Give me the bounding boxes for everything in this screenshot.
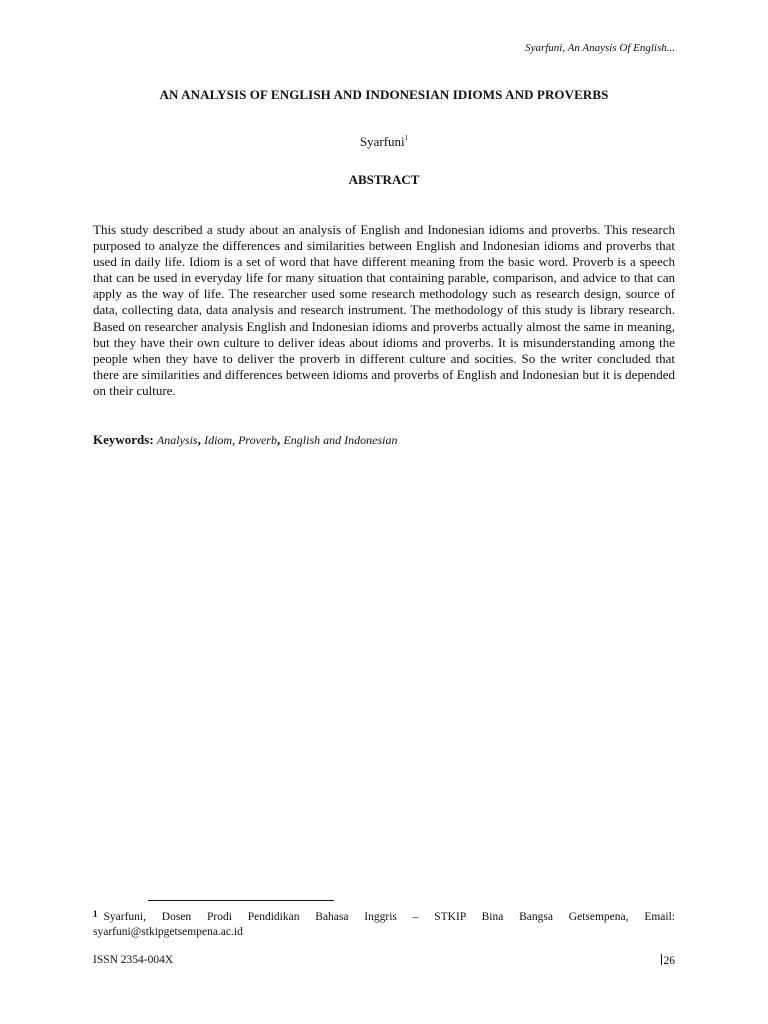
abstract-body: This study described a study about an analysis of English and Indonesian idioms and proverbs. This research purposed to analyze the differences and similarities between English and Indonesian idioms and proverbs that used in daily life. Idiom is a set of word that have different meaning from the basic word. Proverb is a speech that can be used in everyday life for many situation that containing parable, comparison, and advice to that can apply as the way of life. The researcher used some research methodology such as research design, source of data, collecting data, data analysis and research instrument. The methodology of this study is library research. Based on researcher analysis English and Indonesian idioms and proverbs actually almost the same in meaning, but they have their own culture to deliver ideas about idioms and proverbs. It is misunderstanding among the people when they have to deliver the proverb in different culture and socities. So the writer concluded that there are similarities and differences between idioms and proverbs of English and Indonesian but it is depended on their culture.: [93, 222, 675, 398]
keywords-label: Keywords:: [93, 432, 154, 447]
page-number-block: [661, 954, 676, 967]
keyword-item: Analysis: [156, 433, 198, 447]
keyword-item: Idiom, Proverb: [204, 433, 277, 447]
issn-label: ISSN 2354-004X: [93, 954, 174, 966]
keywords-line: [93, 432, 675, 448]
footnote-divider: [148, 900, 334, 901]
footnote: [93, 907, 675, 940]
abstract-heading: ABSTRACT: [348, 172, 420, 187]
keyword-separator: ,: [197, 432, 201, 447]
running-head: Syarfuni, An Anaysis Of English...: [525, 42, 675, 54]
page-number-divider: [661, 954, 662, 965]
page-number: 26: [663, 955, 675, 967]
author-name: Syarfuni: [359, 134, 405, 149]
footnote-text: Syarfuni, Dosen Prodi Pendidikan Bahasa Inggris – STKIP Bina Bangsa Getsempena, Email: syarfuni@stkipgetsempena.ac.id: [93, 911, 675, 938]
footnote-mark: 1: [93, 909, 98, 919]
paper-title: AN ANALYSIS OF ENGLISH AND INDONESIAN IDIOMS AND PROVERBS: [159, 87, 609, 102]
author-line: [0, 134, 768, 150]
author-footnote-mark: 1: [404, 134, 409, 142]
keyword-separator: ,: [276, 432, 281, 447]
keyword-item: English and Indonesian: [283, 433, 398, 447]
